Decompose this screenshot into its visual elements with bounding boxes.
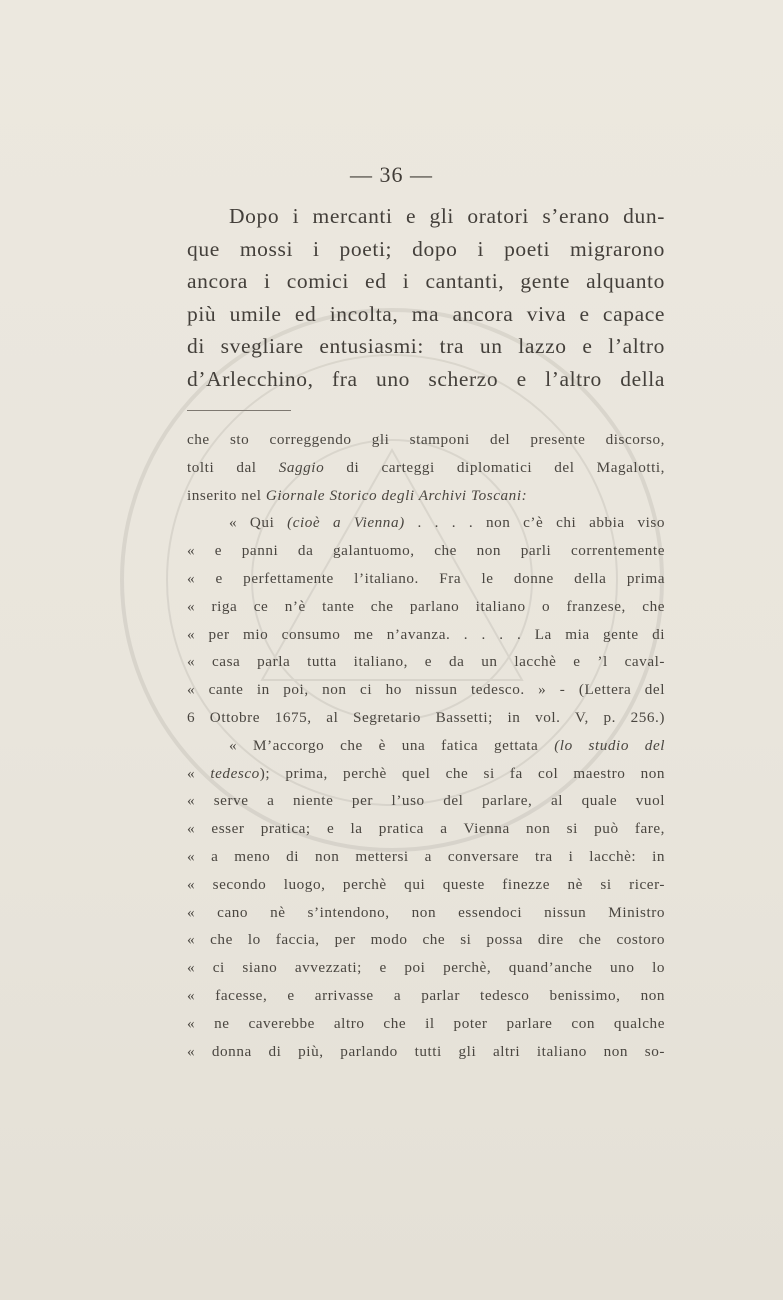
footnote-text: ); prima, perchè quel che si fa col maestro non [259, 764, 665, 782]
footnote-line: « ci siano avvezzati; e poi perchè, quand’anche uno lo [187, 959, 665, 977]
page-number: — 36 — [350, 162, 433, 187]
footnote-line: « e panni da galantuomo, che non parli correntemente [187, 542, 665, 560]
footnote-line: « e perfettamente l’italiano. Fra le donne della prima [187, 569, 665, 587]
footnote-line: « secondo luogo, perchè qui queste finezze nè si ricer- [187, 875, 665, 893]
footnote-text: tolti dal [187, 458, 279, 476]
footnote-line: che sto correggendo gli stamponi del presente discorso, [187, 431, 665, 448]
main-line: di svegliare entusiasmi: tra un lazzo e l’altro [187, 334, 665, 359]
footnote-line: « esser pratica; e la pratica a Vienna non si può fare, [187, 820, 665, 838]
footnote-italic-title: Giornale Storico degli Archivi Toscani: [265, 486, 528, 504]
main-line: d’Arlecchino, fra uno scherzo e l’altro della [187, 366, 665, 391]
footnote-line: « cano nè s’intendono, non essendoci nissun Ministro [187, 903, 665, 921]
footnote-text: di carteggi diplomatici del Magalotti, [324, 458, 665, 476]
footnote-line: « casa parla tutta italiano, e da un lacchè e ’l caval- [187, 653, 665, 671]
footnote-line [187, 509, 665, 537]
footnote-text: . . . . non c’è chi abbia viso [404, 514, 665, 532]
footnote-line: « ne caverebbe altro che il poter parlare con qualche [187, 1014, 665, 1032]
main-line: ancora i comici ed i cantanti, gente alquanto [187, 269, 665, 294]
main-line: Dopo i mercanti e gli oratori s’erano dun- [229, 204, 665, 228]
footnote-text: « [187, 764, 211, 782]
footnote-line: « facesse, e arrivasse a parlar tedesco benissimo, non [187, 986, 665, 1004]
footnote-line: « a meno di non mettersi a conversare tra i lacchè: in [187, 847, 665, 865]
footnote-line [187, 732, 665, 760]
footnote-italic-title: Saggio [278, 458, 325, 476]
footnote-text: « Qui [229, 514, 288, 532]
footnote-line: 6 Ottobre 1675, al Segretario Bassetti; in vol. V, p. 256.) [187, 708, 665, 726]
footnote-italic-text: (cioè a Vienna) [287, 514, 405, 532]
footnote-line: « donna di più, parlando tutti gli altri italiano non so- [187, 1042, 665, 1060]
footnote-divider [187, 410, 291, 411]
footnote-line: « riga ce n’è tante che parlano italiano o franzese, che [187, 597, 665, 615]
main-paragraph [187, 200, 665, 396]
footnote-line: « cante in poi, non ci ho nissun tedesco. » - (Lettera del [187, 681, 665, 699]
footnote-text: inserito nel [187, 486, 266, 504]
main-line: più umile ed incolta, ma ancora viva e capace [187, 301, 665, 326]
footnote-italic-text: (lo studio del [554, 736, 665, 754]
main-line: que mossi i poeti; dopo i poeti migrarono [187, 236, 665, 261]
footnote-text: « M’accorgo che è una fatica gettata [229, 736, 555, 754]
footnote [187, 426, 665, 1065]
footnote-line: « per mio consumo me n’avanza. . . . . La mia gente di [187, 625, 665, 643]
footnote-line [187, 760, 665, 788]
footnote-italic-text: tedesco [210, 764, 260, 782]
footnote-line [187, 482, 665, 510]
footnote-line: « che lo faccia, per modo che si possa dire che costoro [187, 931, 665, 949]
footnote-line [187, 454, 665, 482]
footnote-line: « serve a niente per l’uso del parlare, al quale vuol [187, 792, 665, 810]
